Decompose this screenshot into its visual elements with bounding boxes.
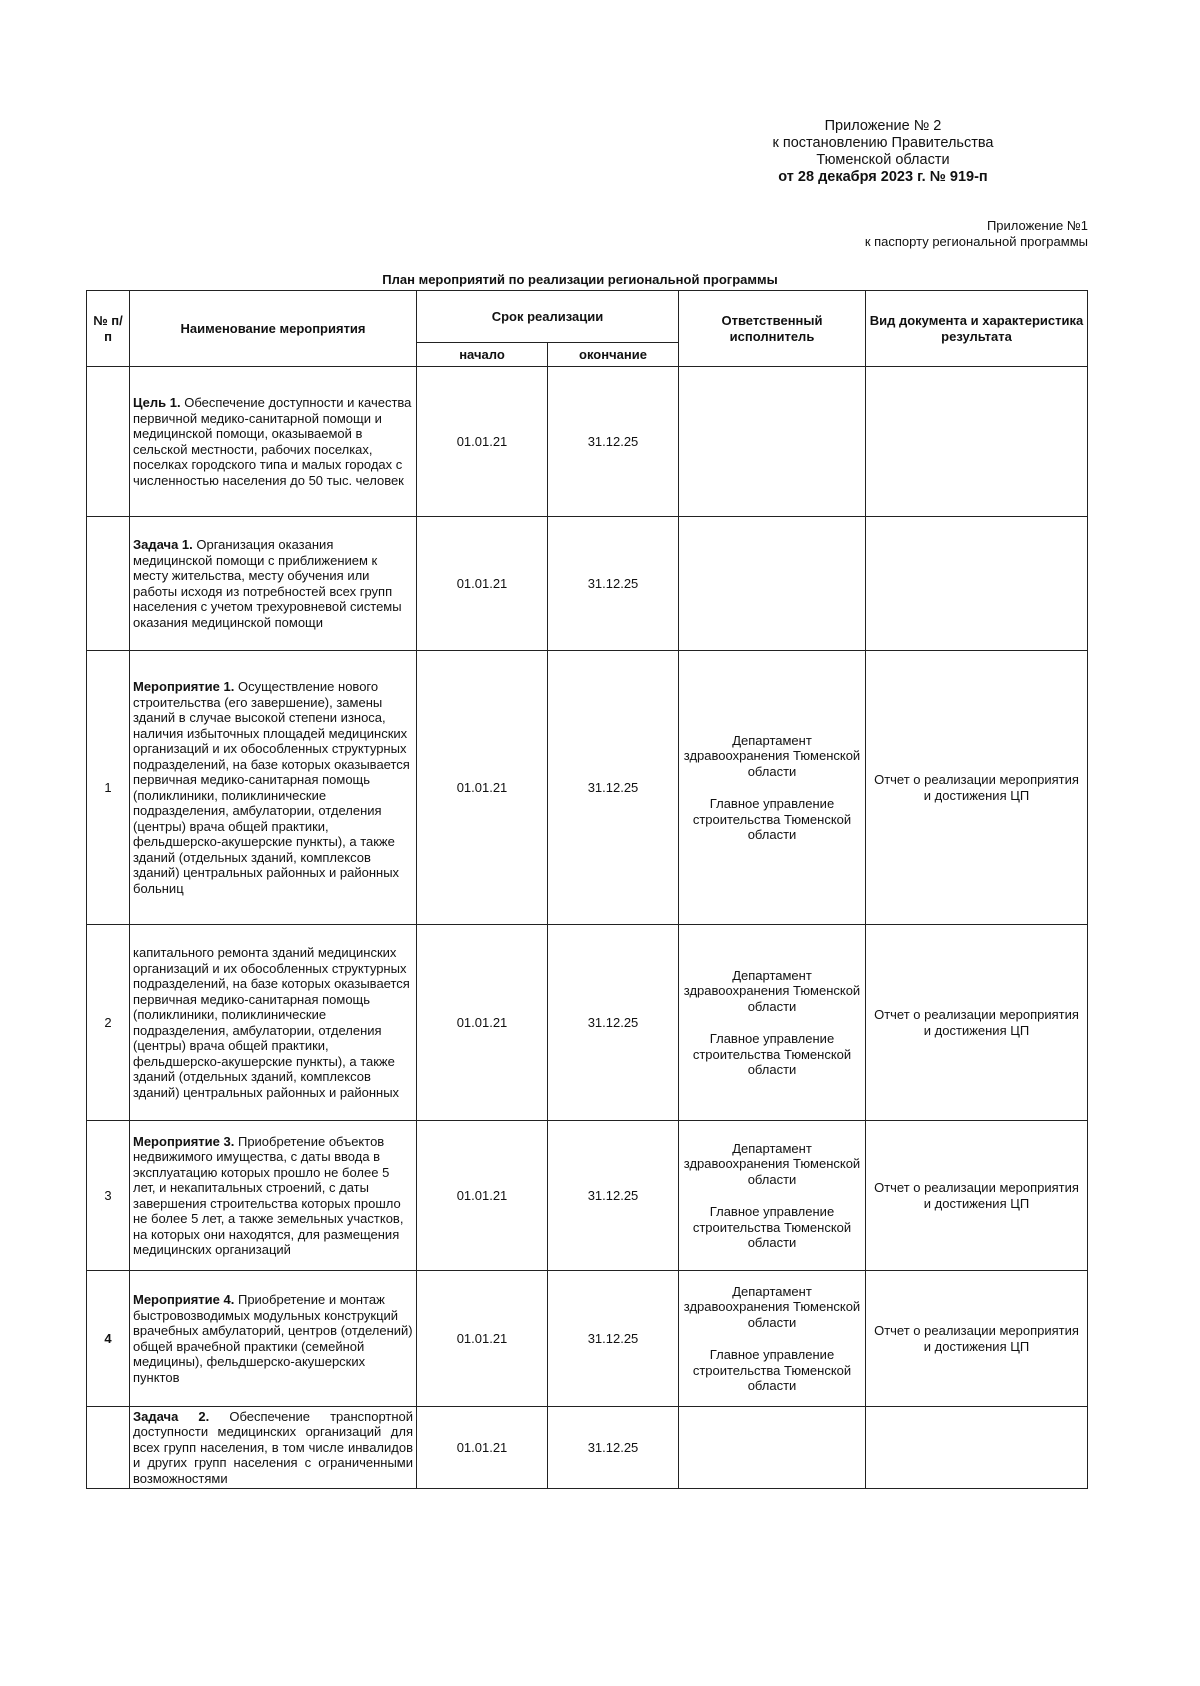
col-header-period: Срок реализации [417,291,679,343]
row-name [130,1271,417,1407]
row-document: Отчет о реализации мероприятия и достижения ЦП [866,1121,1088,1271]
row-name [130,925,417,1121]
row-document: Отчет о реализации мероприятия и достижения ЦП [866,1271,1088,1407]
appendix-number: Приложение № 2 [824,118,942,134]
row-responsible-2: Главное управление строительства Тюменской области [692,1204,852,1250]
table-row [87,1121,1088,1271]
col-header-name: Наименование мероприятия [130,291,417,367]
row-responsible-1: Департамент здравоохранения Тюменской области [683,732,861,779]
row-start: 01.01.21 [417,1407,548,1489]
row-title: Цель 1. [133,395,181,410]
row-document [866,1407,1088,1489]
row-title: Задача 2. [133,1408,210,1424]
row-num: 1 [87,651,130,925]
plan-table [86,290,1088,1489]
row-responsible-2: Главное управление строительства Тюменской области [692,1031,852,1077]
row-responsible [679,517,866,651]
program-appendix-header [865,218,1088,250]
row-text: Осуществление нового строительства (его завершение), замены зданий в случае высокой степени износа, наличия избыточных площадей медицинских организаций и их обособленных структурных подразделений, на базе которых оказывается первичная медико-санитарная помощь (поликлиники, поликлинические подразделения, амбулатории, отделения (центры) врача общей практики, фельдшерско-акушерские пункты), а также зданий (отдельных зданий, комплексов зданий) центральных районных и районных больниц [133,679,410,896]
row-responsible-2: Главное управление строительства Тюменской области [692,796,852,842]
row-responsible [679,367,866,517]
row-name [130,1407,417,1489]
row-num: 2 [87,925,130,1121]
program-appendix-reference: к паспорту региональной программы [864,234,1088,249]
row-name [130,517,417,651]
row-responsible-1: Департамент здравоохранения Тюменской области [683,1140,861,1187]
row-title: Мероприятие 3. [133,1133,235,1149]
row-responsible-2: Главное управление строительства Тюменской области [692,1347,852,1393]
row-start: 01.01.21 [417,1271,548,1407]
row-text: Организация оказания медицинской помощи с приближением к месту жительства, месту обучения или работы исходя из потребностей всех групп населения с учетом трехуровневой системы оказания медицинской помощи [133,537,402,630]
row-text: Приобретение и монтаж быстровозводимых модульных конструкций врачебных амбулаторий, центров (отделений) общей врачебной практики (семейной медицины), фельдшерско-акушерских пунктов [133,1292,413,1385]
row-document: Отчет о реализации мероприятия и достижения ЦП [866,925,1088,1121]
row-end: 31.12.25 [548,651,679,925]
row-start: 01.01.21 [417,367,548,517]
row-title: Мероприятие 4. [133,1292,235,1307]
row-document: Отчет о реализации мероприятия и достижения ЦП [866,651,1088,925]
appendix-date: от 28 декабря 2023 г. № 919-п [778,169,988,185]
col-header-start: начало [417,343,548,367]
appendix-reference: к постановлению Правительства [772,135,994,151]
table-row [87,1407,1088,1489]
row-responsible [679,1407,866,1489]
appendix-region: Тюменской области [816,152,950,168]
row-document [866,517,1088,651]
row-text: Обеспечение доступности и качества первичной медико-санитарной помощи и медицинской помощи, оказываемой в сельской местности, рабочих поселках, поселках городского типа и малых городах с численностью населения до 50 тыс. человек [133,395,412,488]
row-start: 01.01.21 [417,517,548,651]
row-end: 31.12.25 [548,1271,679,1407]
row-num [87,1407,130,1489]
row-text: капитального ремонта зданий медицинских организаций и их обособленных структурных подразделений, на базе которых оказывается первичная медико-санитарная помощь (поликлиники, поликлинические подразделения, амбулатории, отделения (центры) врача общей практики, фельдшерско-акушерские пункты), а также зданий (отдельных зданий, комплексов зданий) центральных районных и районных [133,945,410,1100]
col-header-num: № п/п [87,291,130,367]
row-responsible [679,651,866,925]
row-title: Мероприятие 1. [133,679,235,694]
row-start: 01.01.21 [417,1121,548,1271]
table-row [87,517,1088,651]
row-text: Приобретение объектов недвижимого имущества, с даты ввода в эксплуатацию которых прошло не более 5 лет, и некапитальных строений, с даты завершения строительства которых прошло не более 5 лет, а также земельных участков, на которых они находятся, для размещения медицинских организаций [133,1133,404,1257]
row-end: 31.12.25 [548,925,679,1121]
table-row [87,651,1088,925]
appendix-header [728,118,1038,186]
table-row [87,367,1088,517]
row-end: 31.12.25 [548,1407,679,1489]
row-responsible [679,1121,866,1271]
row-responsible [679,925,866,1121]
col-header-document: Вид документа и характеристика результата [866,291,1088,367]
program-appendix-number: Приложение №1 [986,218,1088,233]
row-end: 31.12.25 [548,1121,679,1271]
row-num: 4 [87,1271,130,1407]
row-start: 01.01.21 [417,651,548,925]
row-num: 3 [87,1121,130,1271]
table-row [87,925,1088,1121]
table-row [87,1271,1088,1407]
row-end: 31.12.25 [548,367,679,517]
col-header-responsible: Ответственный исполнитель [679,291,866,367]
col-header-end: окончание [548,343,679,367]
row-responsible-1: Департамент здравоохранения Тюменской области [683,967,861,1014]
row-num [87,367,130,517]
table-title: План мероприятий по реализации региональной программы [382,272,778,287]
row-responsible-1: Департамент здравоохранения Тюменской области [683,1283,861,1330]
row-num [87,517,130,651]
row-name [130,367,417,517]
row-name [130,1121,417,1271]
row-responsible [679,1271,866,1407]
row-end: 31.12.25 [548,517,679,651]
row-text: Обеспечение транспортной доступности медицинских организаций для всех групп населения, в том числе инвалидов и других групп населения с ограниченными возможностями [133,1408,414,1486]
row-document [866,367,1088,517]
row-title: Задача 1. [133,537,193,552]
row-start: 01.01.21 [417,925,548,1121]
row-name [130,651,417,925]
